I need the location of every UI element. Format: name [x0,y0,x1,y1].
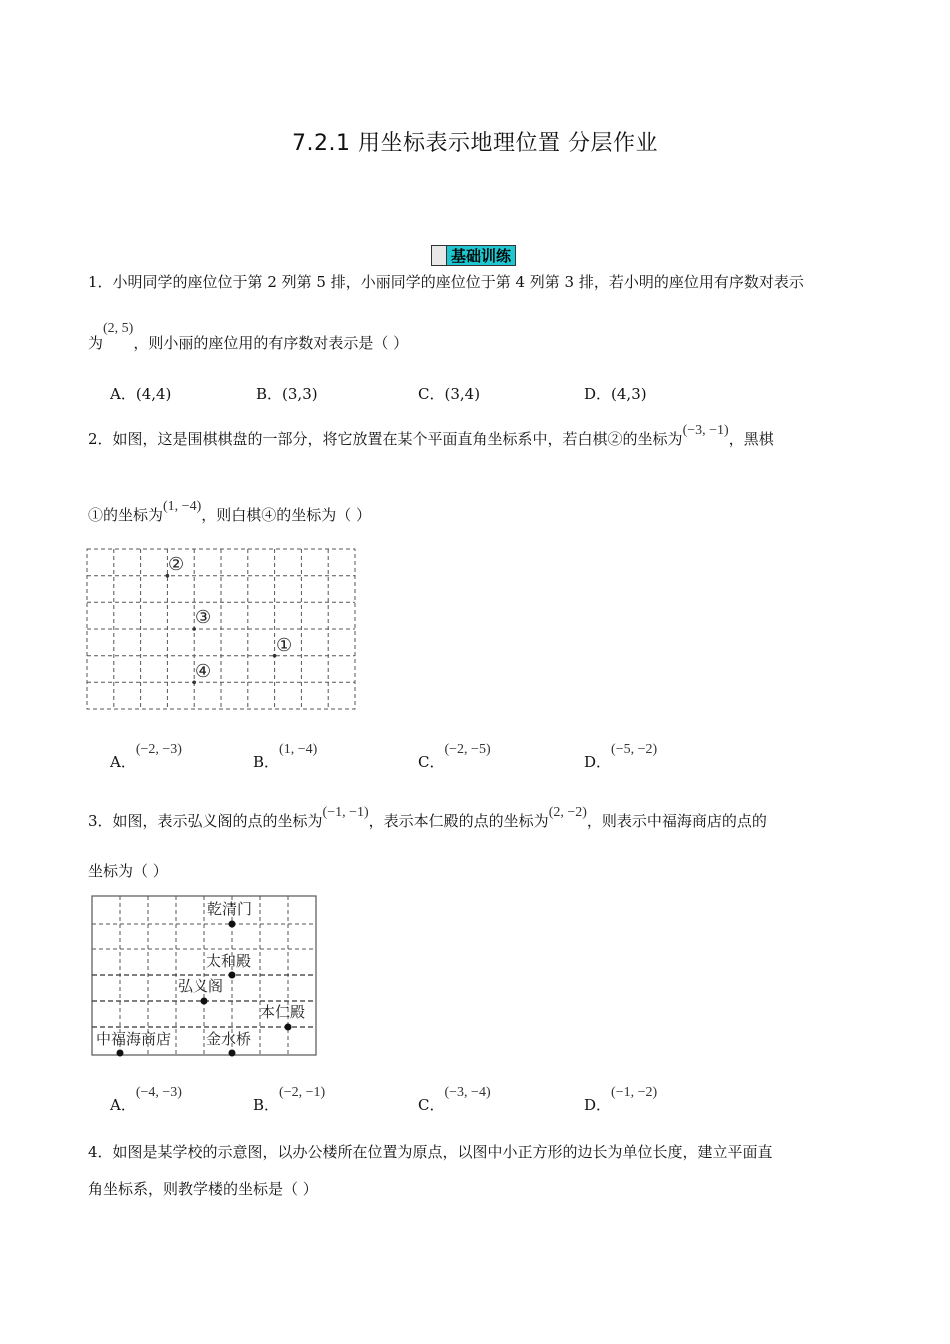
q3-option-c: C．(−3, −4) [418,1085,491,1114]
q2-option-c: C．(−2, −5) [418,742,491,771]
point-qianqingmen [229,921,236,928]
section-label: 基础训练 [447,245,516,266]
q3-math-hongyige: (−1, −1) [322,805,369,820]
label-jinshuiqiao: 金水桥 [206,1030,252,1048]
go-marker-2: ② [168,554,185,575]
q1-option-c: C．(3,4) [418,385,481,403]
go-marker-4: ④ [195,661,212,682]
q3-option-d: D．(−1, −2) [584,1085,658,1114]
point-zhongfuhai [117,1050,124,1057]
q1-option-d: D．(4,3) [584,385,647,403]
q1-line2-prefix: 为 [88,334,104,352]
q2-line1: 2．如图，这是围棋棋盘的一部分，将它放置在某个平面直角坐标系中，若白棋②的坐标为(−3, −1)，黑棋 [88,423,774,448]
go-marker-3: ③ [195,607,212,628]
q3-line1: 3．如图，表示弘义阁的点的坐标为(−1, −1)，表示本仁殿的点的坐标为(2, −2)，则表示中福海商店的点的 [88,805,767,830]
q1-line2 [88,321,409,355]
go-marker-1: ① [276,635,293,656]
q2-option-b: B．(1, −4) [253,742,318,771]
q2-math-black1: (1, −4) [163,499,202,514]
q2-option-d: D．(−5, −2) [584,742,658,771]
section-header [431,245,516,266]
point-benrendian [285,1024,292,1031]
q1-math: (2, 5) [103,321,134,336]
label-zhongfuhai: 中福海商店 [96,1030,172,1048]
point-taihedian [229,972,236,979]
label-benrendian: 本仁殿 [260,1003,306,1021]
q3-math-benrendian: (2, −2) [548,805,587,820]
point-jinshuiqiao [229,1050,236,1057]
go-board-figure [86,548,358,712]
q3-line2: 坐标为（ ） [88,862,168,880]
q2-line2: ①的坐标为(1, −4)，则白棋④的坐标为（ ） [88,499,372,524]
palace-map-figure [90,894,320,1060]
label-taihedian: 太和殿 [206,952,252,970]
section-checkbox [431,245,447,266]
point-hongyige [201,998,208,1005]
page-title: 7.2.1 用坐标表示地理位置 分层作业 [292,131,658,156]
label-hongyige: 弘义阁 [178,977,224,995]
q1-option-a: A．(4,4) [110,385,172,403]
q3-option-b: B．(−2, −1) [253,1085,326,1114]
q2-option-a: A．(−2, −3) [110,742,182,771]
q1-line2-suffix: ，则小丽的座位用的有序数对表示是（ ） [133,334,409,352]
q3-option-a: A．(−4, −3) [110,1085,182,1114]
q1-option-b: B．(3,3) [256,385,318,403]
q4-line1: 4．如图是某学校的示意图，以办公楼所在位置为原点，以图中小正方形的边长为单位长度，建立平面直 [88,1143,773,1161]
q4-line2: 角坐标系，则教学楼的坐标是（ ） [88,1180,318,1198]
label-qianqingmen: 乾清门 [207,900,253,918]
q1-line1: 1．小明同学的座位位于第 2 列第 5 排，小丽同学的座位位于第 4 列第 3 排，若小明的座位用有序数对表示 [88,273,804,291]
q2-math-white2: (−3, −1) [682,423,729,438]
